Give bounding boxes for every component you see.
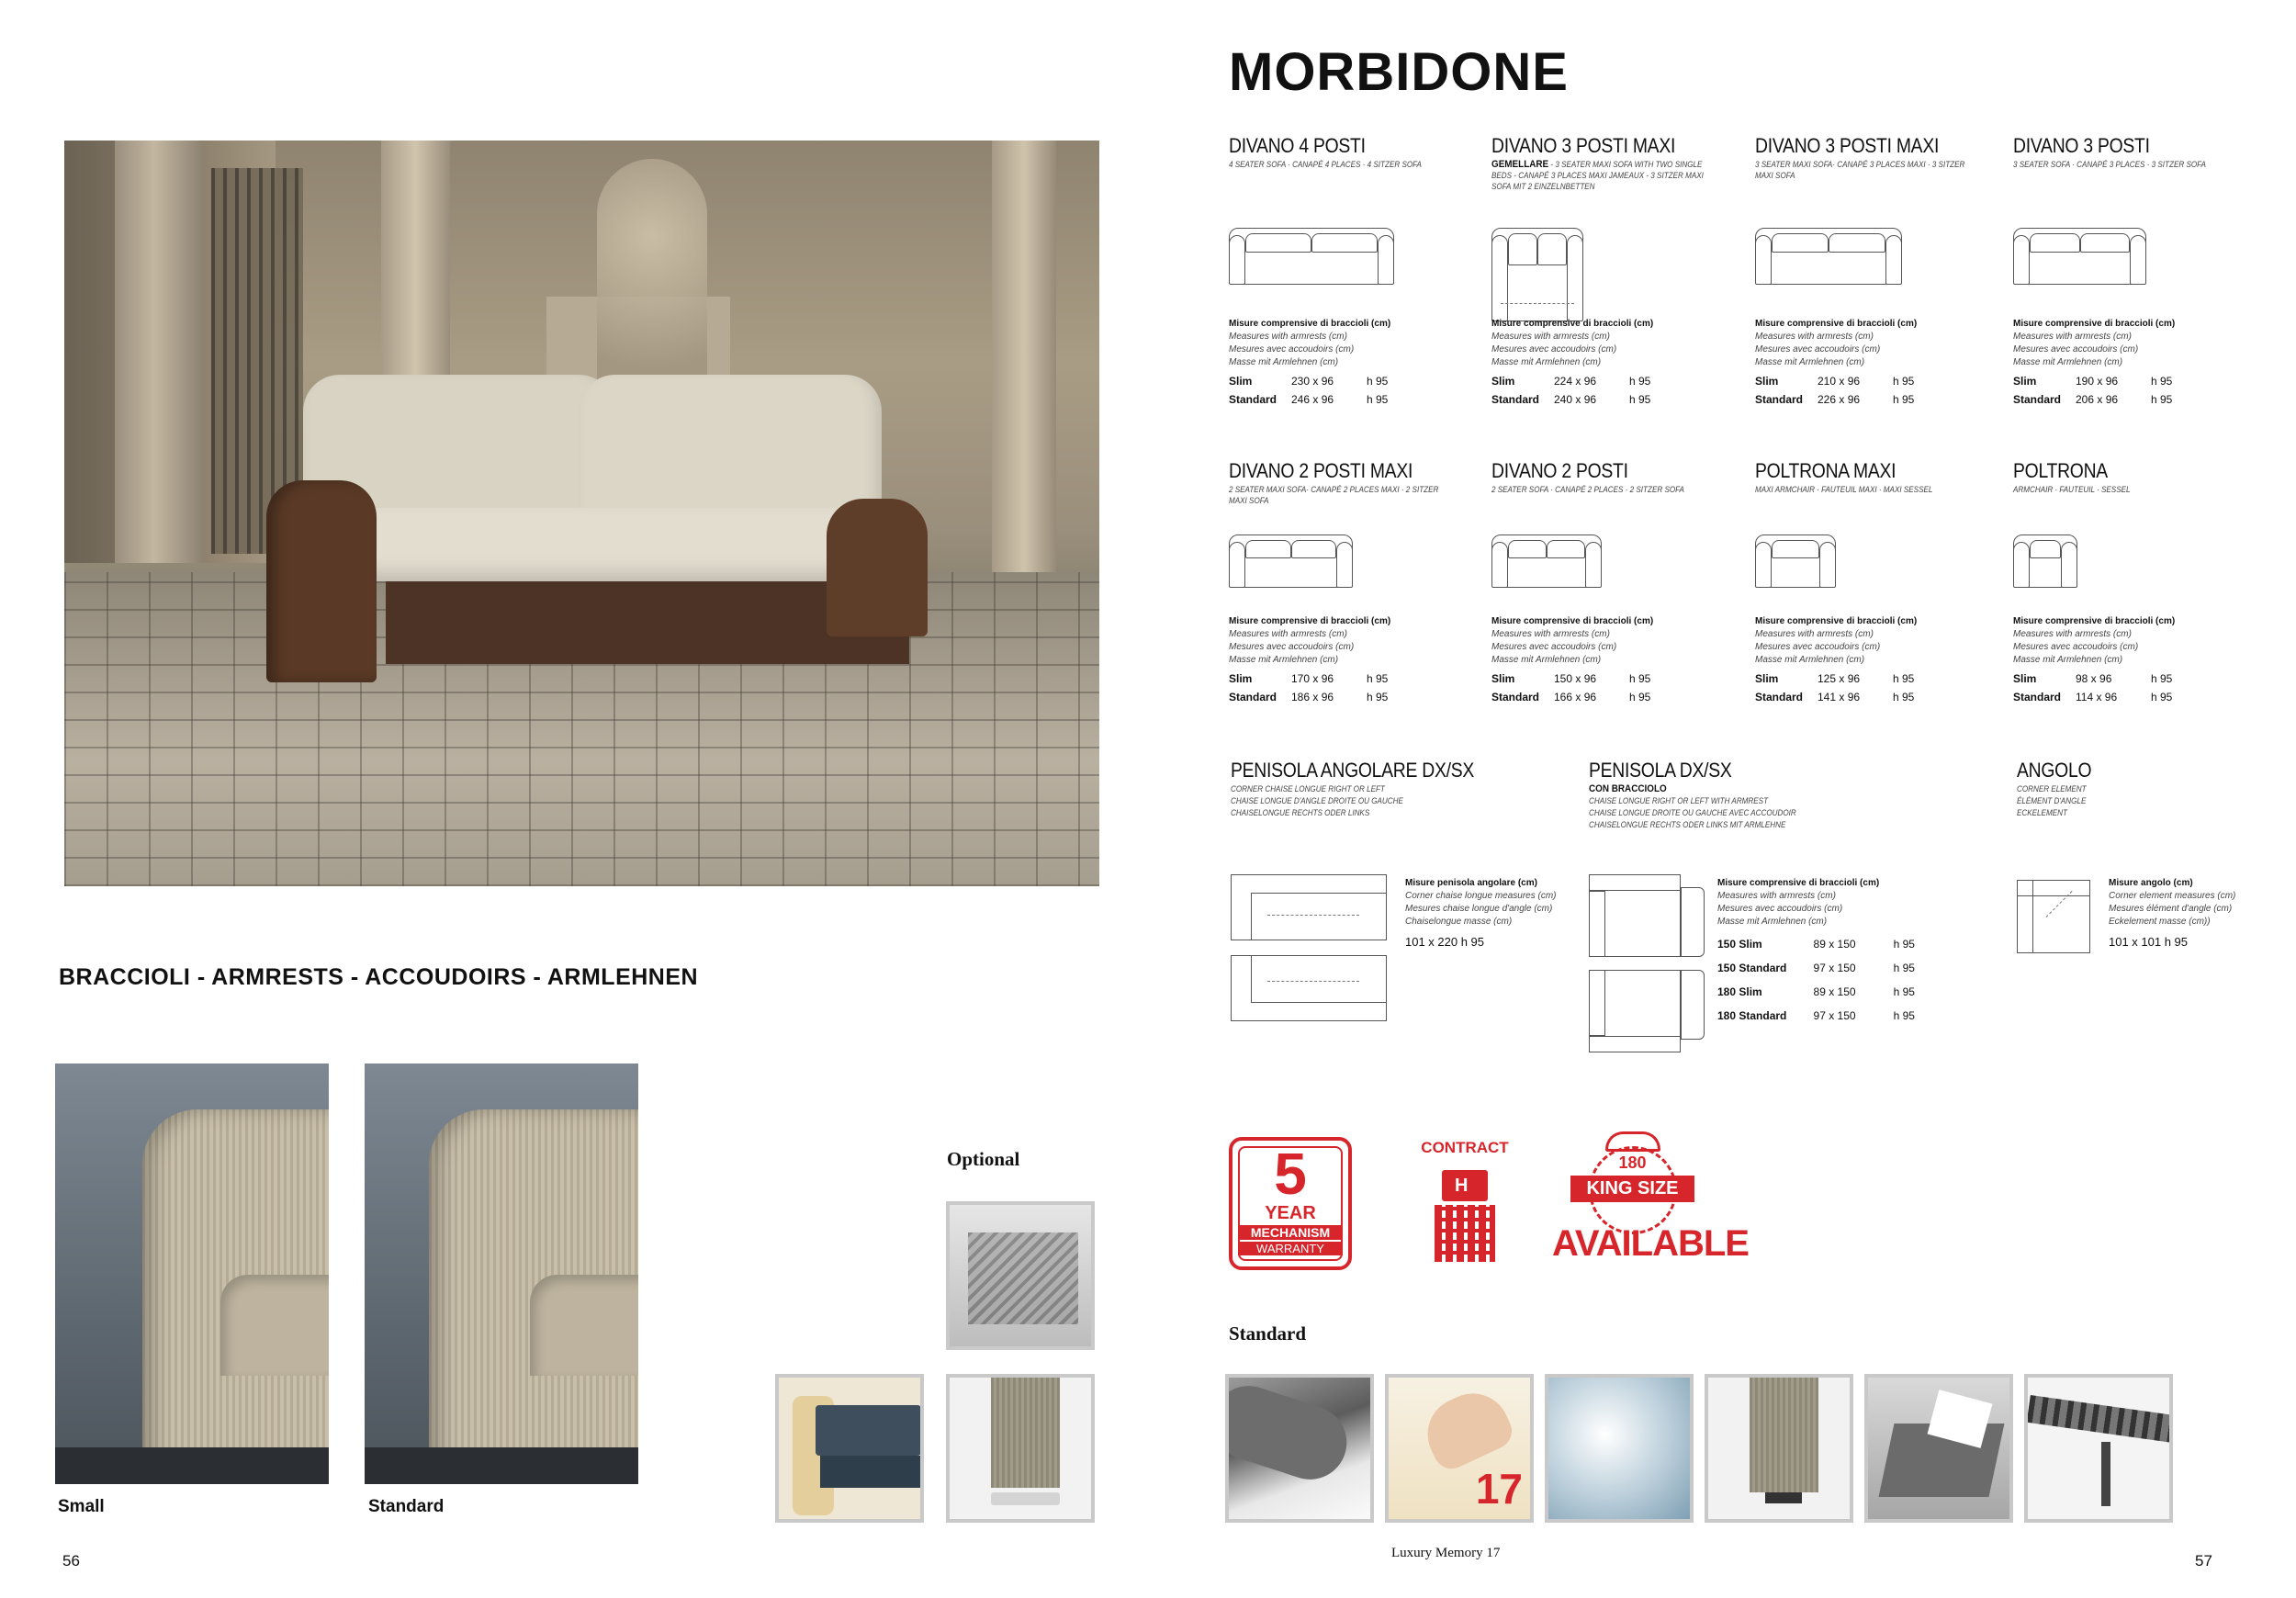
- standard-row: Standard 226 x 96 h 95: [1755, 393, 1915, 406]
- model-title: DIVANO 3 POSTI MAXI: [1755, 134, 1940, 157]
- sofa-sketch-icon: [1491, 535, 1602, 588]
- penisola-sub1: CHAISE LONGUE RIGHT OR LEFT WITH ARMREST: [1589, 796, 1769, 805]
- angolo-title: ANGOLO: [2017, 759, 2092, 782]
- sofa-sketch-icon: [1229, 228, 1394, 285]
- penisola-angolare-sub3: CHAISELONGUE RECHTS ODER LINKS: [1231, 808, 1370, 817]
- standard-row: Standard 141 x 96 h 95: [1755, 691, 1915, 703]
- penisola-angolare-title: PENISOLA ANGOLARE DX/SX: [1231, 759, 1475, 782]
- optional-label: Optional: [947, 1148, 1020, 1170]
- model-block: [1491, 134, 1739, 192]
- penisola-plan-1: [1589, 874, 1681, 957]
- hotel-icon: H: [1435, 1170, 1495, 1262]
- slim-row: Slim 98 x 96 h 95: [2013, 672, 2173, 685]
- model-block: [2013, 134, 2261, 170]
- angolo-sub1: CORNER ELEMENT: [2017, 784, 2087, 793]
- sofa-sketch-icon: [1491, 228, 1583, 321]
- model-subtitle: 3 SEATER SOFA · CANAPÉ 3 PLACES · 3 SITZER SOFA: [2013, 160, 2206, 169]
- available-label: AVAILABLE: [1552, 1223, 1749, 1264]
- warranty-badge: [1229, 1137, 1352, 1270]
- hand-icon: [1415, 1381, 1517, 1474]
- armrest-standard-label: Standard: [368, 1497, 445, 1516]
- slim-row: Slim 210 x 96 h 95: [1755, 375, 1915, 388]
- king-size-label: KING SIZE: [1570, 1176, 1694, 1202]
- model-measures: Misure comprensive di braccioli (cm) Measures with armrests (cm) Mesures avec accoudoirs (cm) Masse mit Armlehnen (cm) Slim 210 x 96 h 95 Standard 226 x 96 h 95: [1755, 318, 1985, 406]
- brand-title: MORBIDONE: [1229, 42, 1569, 102]
- penisola-title: PENISOLA DX/SX: [1589, 759, 1732, 782]
- model-block: [1229, 459, 1477, 506]
- model-measures: Misure comprensive di braccioli (cm) Measures with armrests (cm) Mesures avec accoudoirs (cm) Masse mit Armlehnen (cm) Slim 230 x 96 h 95 Standard 246 x 96 h 95: [1229, 318, 1458, 406]
- slim-row: Slim 230 x 96 h 95: [1229, 375, 1389, 388]
- model-subtitle: MAXI ARMCHAIR · FAUTEUIL MAXI · MAXI SESSEL: [1755, 485, 1933, 494]
- model-title: DIVANO 3 POSTI: [2013, 134, 2150, 157]
- standard-number: 17: [1475, 1465, 1523, 1513]
- sofa-sketch-icon: [1755, 535, 1836, 588]
- slim-row: Slim 170 x 96 h 95: [1229, 672, 1389, 685]
- penisola-sub2: CHAISE LONGUE DROITE OU GAUCHE AVEC ACCOUDOIR: [1589, 808, 1796, 817]
- model-subtitle: 2 SEATER MAXI SOFA· CANAPÉ 2 PLACES MAXI · 2 SITZER MAXI SOFA: [1229, 485, 1439, 505]
- penisola-measures: Misure comprensive di braccioli (cm) Measures with armrests (cm) Mesures avec accoudoirs (cm) Masse mit Armlehnen (cm) 150 Slim 89 x 150 h 95 150 Standard 97 x 150 h 95 180 Slim 89 x 150 h 95 180 Standard 97 x 150 h 95: [1717, 877, 1938, 1022]
- standard-row: Standard 114 x 96 h 95: [2013, 691, 2173, 703]
- king-size-badge: [1552, 1131, 1749, 1274]
- sofa-sketch-icon: [2013, 228, 2146, 285]
- standard-memory-foam-photo: [1385, 1374, 1534, 1523]
- sofa-sketch-icon: [2013, 535, 2077, 588]
- penisola-angolare-header: [1231, 759, 1580, 818]
- model-title: POLTRONA MAXI: [1755, 459, 1896, 482]
- penisola-angolare-value: 101 x 220 h 95: [1405, 935, 1485, 949]
- model-title: DIVANO 2 POSTI: [1491, 459, 1628, 482]
- model-title: DIVANO 4 POSTI: [1229, 134, 1366, 157]
- model-title: POLTRONA: [2013, 459, 2108, 482]
- standard-row: Standard 186 x 96 h 95: [1229, 691, 1389, 703]
- sofa-sketch-icon: [1755, 228, 1902, 285]
- angolo-sub2: ÉLÉMENT D'ANGLE: [2017, 796, 2087, 805]
- slim-row: Slim 125 x 96 h 95: [1755, 672, 1915, 685]
- angolo-header: [2017, 759, 2237, 818]
- standard-leg-photo: [1705, 1374, 1853, 1523]
- page-number-right: 57: [2195, 1552, 2212, 1570]
- model-subtitle: GEMELLARE - 3 SEATER MAXI SOFA WITH TWO SINGLE BEDS - CANAPÉ 3 PLACES MAXI JAMEAUX - 3 SITZER MAXI SOFA MIT 2 EINZELNBETTEN: [1491, 159, 1704, 191]
- standard-fiber-photo: [1545, 1374, 1694, 1523]
- warranty-mechanism: MECHANISM: [1238, 1225, 1343, 1240]
- sofa-sketch-icon: [1229, 535, 1353, 588]
- warranty-year: YEAR: [1265, 1203, 1316, 1223]
- slim-row: Slim 224 x 96 h 95: [1491, 375, 1651, 388]
- slim-row: Slim 190 x 96 h 95: [2013, 375, 2173, 388]
- penisola-row: 150 Slim 89 x 150 h 95: [1717, 938, 1915, 951]
- hero-sofa-photo: [64, 141, 1099, 886]
- model-block: [1755, 459, 2003, 495]
- penisola-plan-2: [1589, 970, 1681, 1052]
- model-block: [1229, 134, 1477, 170]
- angolo-plan: [2017, 880, 2090, 953]
- optional-leg-photo: [946, 1374, 1095, 1523]
- armrest-standard-photo: [365, 1063, 638, 1484]
- footer-collection: Luxury Memory 17: [1391, 1546, 1501, 1560]
- model-measures: Misure comprensive di braccioli (cm) Measures with armrests (cm) Mesures avec accoudoirs (cm) Masse mit Armlehnen (cm) Slim 190 x 96 h 95 Standard 206 x 96 h 95: [2013, 318, 2243, 406]
- warranty-number: 5: [1274, 1141, 1307, 1207]
- penisola-header: [1589, 759, 1901, 830]
- standard-fabric-photo: [1225, 1374, 1374, 1523]
- standard-frame-photo: [2024, 1374, 2173, 1523]
- angolo-sub3: ECKELEMENT: [2017, 808, 2067, 817]
- penisola-angolare-measures: Misure penisola angolare (cm) Corner chaise longue measures (cm) Mesures chaise longue d'angle (cm) Chaiselongue masse (cm) 101 x 220 h 95: [1405, 877, 1626, 949]
- standard-label: Standard: [1229, 1322, 1307, 1345]
- optional-wooden-armrest-photo: [775, 1374, 924, 1523]
- penisola-angolare-sub1: CORNER CHAISE LONGUE RIGHT OR LEFT: [1231, 784, 1385, 793]
- angolo-measures: Misure angolo (cm) Corner element measures (cm) Mesures élément d'angle (cm) Eckelement masse (cm)) 101 x 101 h 95: [2109, 877, 2292, 949]
- standard-row: Standard 240 x 96 h 95: [1491, 393, 1651, 406]
- model-title: DIVANO 3 POSTI MAXI: [1491, 134, 1676, 157]
- model-measures: Misure comprensive di braccioli (cm) Measures with armrests (cm) Mesures avec accoudoirs (cm) Masse mit Armlehnen (cm) Slim 150 x 96 h 95 Standard 166 x 96 h 95: [1491, 615, 1721, 703]
- model-subtitle: 3 SEATER MAXI SOFA· CANAPÉ 3 PLACES MAXI · 3 SITZER MAXI SOFA: [1755, 160, 1965, 180]
- slim-row: Slim 150 x 96 h 95: [1491, 672, 1651, 685]
- model-block: [2013, 459, 2261, 495]
- model-subtitle: 4 SEATER SOFA · CANAPÉ 4 PLACES · 4 SITZER SOFA: [1229, 160, 1422, 169]
- angolo-value: 101 x 101 h 95: [2109, 935, 2189, 949]
- penisola-angolare-sub2: CHAISE LONGUE D'ANGLE DROITE OU GAUCHE: [1231, 796, 1403, 805]
- king-number: 180: [1618, 1153, 1647, 1172]
- penisola-row: 180 Slim 89 x 150 h 95: [1717, 985, 1915, 998]
- standard-row: Standard 246 x 96 h 95: [1229, 393, 1389, 406]
- model-measures: Misure comprensive di braccioli (cm) Measures with armrests (cm) Mesures avec accoudoirs (cm) Masse mit Armlehnen (cm) Slim 98 x 96 h 95 Standard 114 x 96 h 95: [2013, 615, 2243, 703]
- penisola-bold: CON BRACCIOLO: [1589, 783, 1667, 794]
- armrest-small-photo: [55, 1063, 329, 1484]
- penisola-row: 150 Standard 97 x 150 h 95: [1717, 962, 1915, 974]
- model-subtitle: 2 SEATER SOFA · CANAPÉ 2 PLACES · 2 SITZER SOFA: [1491, 485, 1684, 494]
- penisola-angolare-plan-2: [1231, 955, 1387, 1021]
- model-measures: Misure comprensive di braccioli (cm) Measures with armrests (cm) Mesures avec accoudoirs (cm) Masse mit Armlehnen (cm) Slim 125 x 96 h 95 Standard 141 x 96 h 95: [1755, 615, 1985, 703]
- penisola-row: 180 Standard 97 x 150 h 95: [1717, 1009, 1915, 1022]
- model-block: [1755, 134, 2003, 181]
- penisola-sub3: CHAISELONGUE RECHTS ODER LINKS MIT ARMLEHNE: [1589, 820, 1786, 829]
- penisola-angolare-plan-1: [1231, 874, 1387, 940]
- model-measures: Misure comprensive di braccioli (cm) Measures with armrests (cm) Mesures avec accoudoirs (cm) Masse mit Armlehnen (cm) Slim 170 x 96 h 95 Standard 186 x 96 h 95: [1229, 615, 1458, 703]
- optional-mechanism-photo: [946, 1201, 1095, 1350]
- model-measures: Misure comprensive di braccioli (cm) Measures with armrests (cm) Mesures avec accoudoirs (cm) Masse mit Armlehnen (cm) Slim 224 x 96 h 95 Standard 240 x 96 h 95: [1491, 318, 1721, 406]
- warranty-word: WARRANTY: [1238, 1242, 1343, 1255]
- model-title: DIVANO 2 POSTI MAXI: [1229, 459, 1413, 482]
- contract-label: CONTRACT: [1421, 1139, 1509, 1156]
- armrests-section-title: BRACCIOLI - ARMRESTS - ACCOUDOIRS - ARMLEHNEN: [59, 964, 699, 990]
- standard-storage-photo: [1864, 1374, 2013, 1523]
- page-number-left: 56: [62, 1552, 80, 1570]
- contract-badge: [1414, 1139, 1515, 1267]
- standard-row: Standard 166 x 96 h 95: [1491, 691, 1651, 703]
- model-subtitle: ARMCHAIR · FAUTEUIL · SESSEL: [2013, 485, 2131, 494]
- standard-row: Standard 206 x 96 h 95: [2013, 393, 2173, 406]
- armrest-small-label: Small: [58, 1497, 105, 1516]
- model-block: [1491, 459, 1739, 495]
